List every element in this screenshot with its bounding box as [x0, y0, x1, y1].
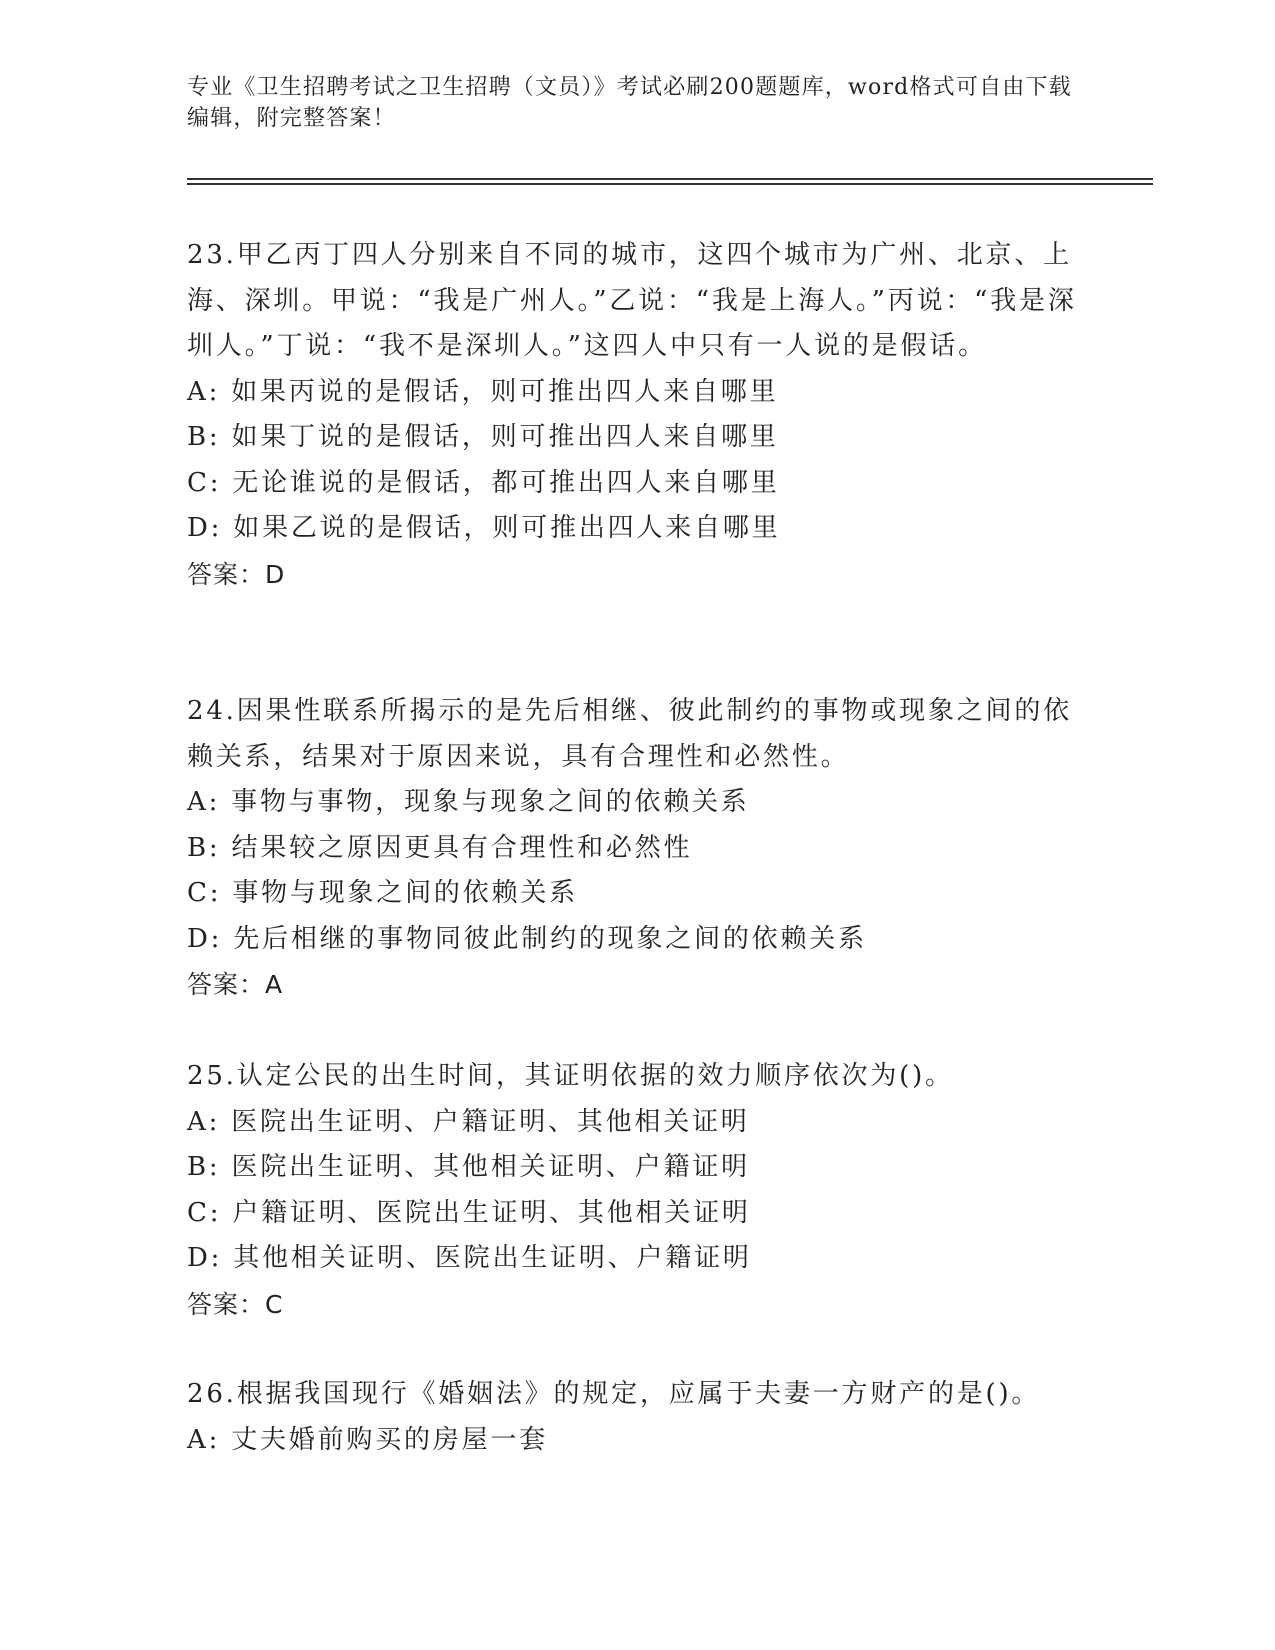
header-divider-top: [187, 178, 1153, 180]
option-d: D: 其他相关证明、医院出生证明、户籍证明: [187, 1243, 752, 1273]
option-a: A: 丈夫婚前购买的房屋一套: [187, 1424, 549, 1455]
option-a: A: 事物与事物，现象与现象之间的依赖关系: [187, 787, 750, 817]
question-stem: 24.因果性联系所揭示的是先后相继、彼此制约的事物或现象之间的依赖关系，结果对于原因来说，具有合理性和必然性。: [187, 696, 1072, 772]
option-b: B: 如果丁说的是假话，则可推出四人来自哪里: [187, 422, 779, 452]
question-stem: 25.认定公民的出生时间，其证明依据的效力顺序依次为()。: [187, 1061, 954, 1091]
document-header: 专业《卫生招聘考试之卫生招聘（文员）》考试必刷200题题库，word格式可自由下载编辑，附完整答案！: [187, 75, 1072, 131]
option-a: A: 如果丙说的是假话，则可推出四人来自哪里: [187, 376, 779, 407]
option-d: D: 先后相继的事物同彼此制约的现象之间的依赖关系: [187, 923, 867, 954]
option-b: B: 医院出生证明、其他相关证明、户籍证明: [187, 1152, 750, 1182]
option-c: C: 事物与现象之间的依赖关系: [187, 878, 578, 908]
header-divider-bottom: [187, 183, 1153, 185]
answer: 答案：C: [187, 1289, 284, 1319]
question-24: [187, 689, 1087, 1008]
option-d: D: 如果乙说的是假话，则可推出四人来自哪里: [187, 513, 781, 543]
option-c: C: 户籍证明、医院出生证明、其他相关证明: [187, 1197, 751, 1228]
option-a: A: 医院出生证明、户籍证明、其他相关证明: [187, 1106, 750, 1137]
option-b: B: 结果较之原因更具有合理性和必然性: [187, 832, 693, 863]
answer: 答案：A: [187, 970, 284, 999]
question-25: [187, 1054, 1087, 1327]
question-23: [187, 233, 1087, 597]
question-26: [187, 1372, 1087, 1463]
option-c: C: 无论谁说的是假话，都可推出四人来自哪里: [187, 467, 780, 498]
question-stem: 26.根据我国现行《婚姻法》的规定，应属于夫妻一方财产的是()。: [187, 1379, 1041, 1409]
question-stem: 23.甲乙丙丁四人分别来自不同的城市，这四个城市为广州、北京、上海、深圳。甲说：“我是广州人。”乙说：“我是上海人。”丙说：“我是深圳人。”丁说：“我不是深圳人。”这四人中只有一人说的是假话。: [187, 240, 1077, 361]
answer: 答案：D: [187, 559, 286, 589]
